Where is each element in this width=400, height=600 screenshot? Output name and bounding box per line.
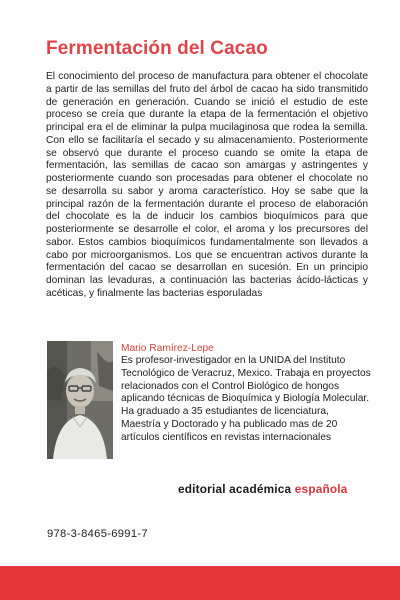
author-photo [47, 341, 113, 459]
publisher-logo [178, 482, 348, 496]
book-description: El conocimiento del proceso de manufactura para obtener el chocolate a partir de las semillas del fruto del árbol de cacao ha sido transmitido de generación en generación. Cuando se inició el estudio de este proceso se creía que durante la etapa de la fermentación el objetivo principal era el de eliminar la pulpa mucilaginosa que rodea la semilla. Con ello se facilitaría el secado y su almacenamiento. Posteriormente se observó que durante el proceso cuando se omite la etapa de fermentación, las semillas de cacao son amargas y astringentes y posteriormente cuando son procesadas para obtener el chocolate no se desarrolla su sabor y aroma característico. Hoy se sabe que la principal razón de la fermentación durante el proceso de elaboración del chocolate es la de inducir los cambios bioquímicos para que posteriormente se desarrolle el color, el aroma y los precursores del sabor. Estos cambios bioquímicos fundamentalmente son llevados a cabo por microorganismos. Los que se encuentran activos durante la fermentación del cacao se desarrollan en sucesión. En un principio dominan las levaduras, a continuación las bacterias ácido-lácticas y acéticas, y finalmente las bacterias esporuladas [46, 71, 368, 299]
author-bio: Es profesor-investigador en la UNIDA del Instituto Tecnológico de Veracruz, Mexico. Trabaja en proyectos relacionados con el Control Biológico de hongos aplicando técnicas de Bioquímica y Biología Molecular. Ha graduado a 35 estudiantes de licenciatura, Maestría y Doctorado y ha publicado mas de 20 artículos científicos en revistas internacionales [121, 355, 371, 443]
bottom-red-band [0, 566, 400, 600]
publisher-name-main: editorial académica [178, 482, 292, 496]
author-name: Mario Ramírez-Lepe [121, 343, 214, 354]
book-title: Fermentación del Cacao [46, 38, 268, 59]
isbn-number: 978-3-8465-6991-7 [47, 528, 148, 540]
publisher-name-accent: española [294, 482, 348, 496]
author-portrait-image [47, 341, 113, 459]
